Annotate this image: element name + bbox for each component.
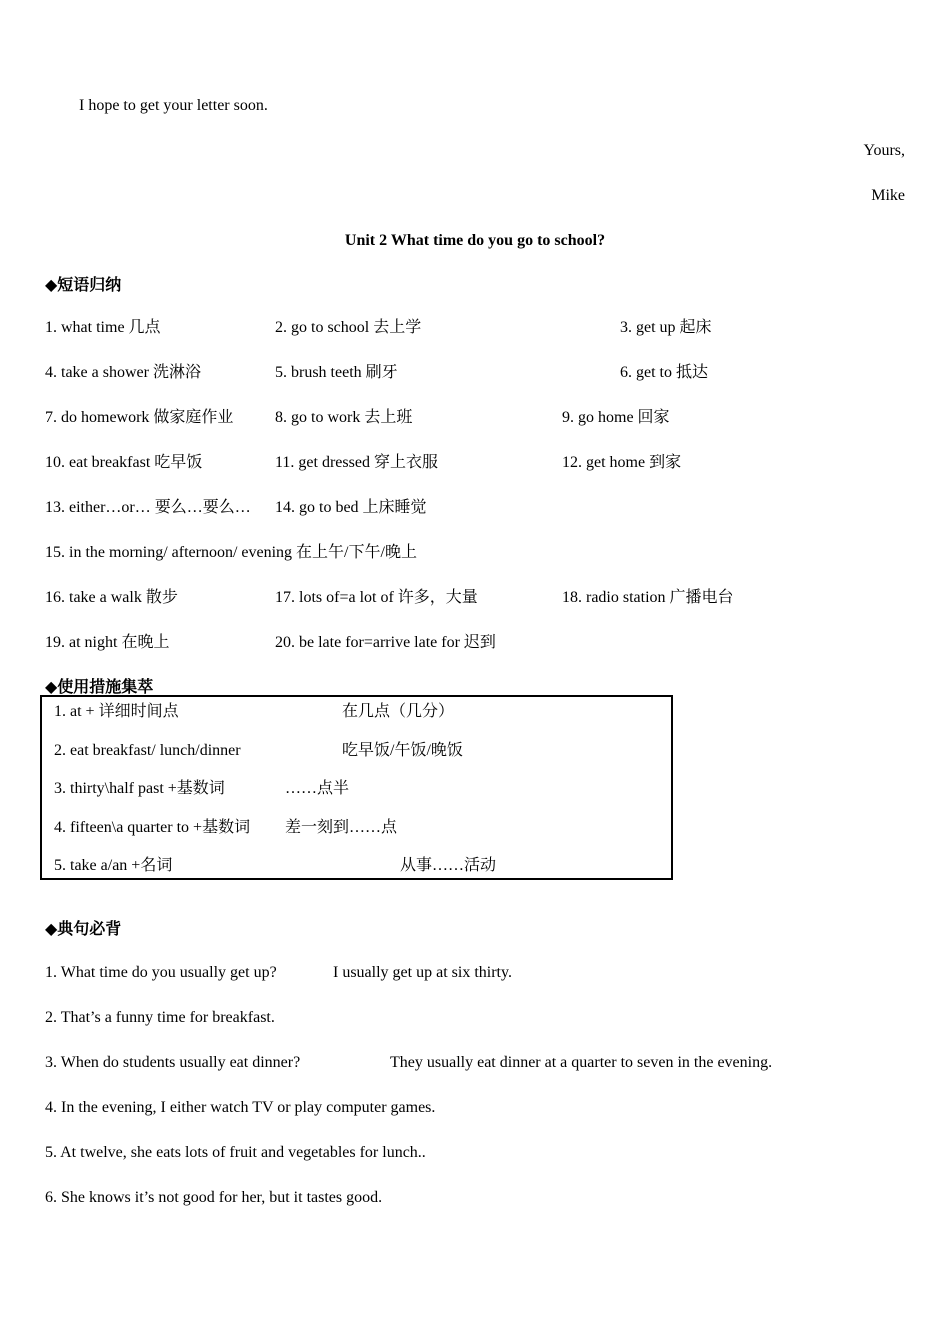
usage-row-left: 3. thirty\half past +基数词 [54,780,225,797]
unit-title: Unit 2 What time do you go to school? [344,232,606,249]
phrase-item: 4. take a shower 洗淋浴 [45,364,201,381]
usage-row-right: ……点半 [285,780,350,797]
phrase-item: 19. at night 在晚上 [45,634,170,651]
phrase-item: 3. get up 起床 [620,319,712,336]
phrase-item: 15. in the morning/ afternoon/ evening 在上午/下午/晚上 [45,544,417,561]
sentence-question: 2. That’s a funny time for breakfast. [45,1009,275,1026]
sentence-question: 6. She knows it’s not good for her, but it tastes good. [45,1189,383,1206]
phrase-item: 2. go to school 去上学 [275,319,422,336]
letter-closing-line: I hope to get your letter soon. [79,97,268,114]
usage-row-left: 1. at + 详细时间点 [54,703,179,720]
usage-row-right: 差一刻到……点 [285,819,398,836]
letter-signoff: Yours, [863,142,905,159]
phrase-item: 20. be late for=arrive late for 迟到 [275,634,496,651]
usage-row-left: 4. fifteen\a quarter to +基数词 [54,819,251,836]
phrase-item: 16. take a walk 散步 [45,589,178,606]
phrase-item: 8. go to work 去上班 [275,409,413,426]
phrase-item: 1. what time 几点 [45,319,161,336]
phrase-item: 13. either…or… 要么…要么… [45,499,251,516]
usage-row-right: 吃早饭/午饭/晚饭 [342,742,463,759]
sentence-answer: I usually get up at six thirty. [333,964,512,981]
sentences-heading: ◆典句必背 [45,921,122,938]
usage-row-left: 5. take a/an +名词 [54,857,173,874]
usage-row-right: 在几点（几分） [342,703,455,720]
phrase-item: 17. lots of=a lot of 许多，大量 [275,589,478,606]
phrase-item: 18. radio station 广播电台 [562,589,734,606]
sentence-question: 5. At twelve, she eats lots of fruit and vegetables for lunch.. [45,1144,426,1161]
phrase-item: 6. get to 抵达 [620,364,708,381]
phrases-heading: ◆短语归纳 [45,277,122,294]
sentence-question: 1. What time do you usually get up? [45,964,277,981]
usage-row-left: 2. eat breakfast/ lunch/dinner [54,742,241,759]
phrase-item: 10. eat breakfast 吃早饭 [45,454,203,471]
usage-row-right: 从事……活动 [400,857,497,874]
letter-signature: Mike [871,187,905,204]
phrase-item: 9. go home 回家 [562,409,670,426]
phrase-item: 7. do homework 做家庭作业 [45,409,234,426]
sentence-question: 3. When do students usually eat dinner? [45,1054,301,1071]
phrase-item: 11. get dressed 穿上衣服 [275,454,438,471]
phrase-item: 14. go to bed 上床睡觉 [275,499,427,516]
phrase-item: 5. brush teeth 刷牙 [275,364,398,381]
sentence-question: 4. In the evening, I either watch TV or play computer games. [45,1099,436,1116]
phrase-item: 12. get home 到家 [562,454,682,471]
usage-heading: ◆使用措施集萃 [45,679,154,696]
sentence-answer: They usually eat dinner at a quarter to seven in the evening. [390,1054,773,1071]
